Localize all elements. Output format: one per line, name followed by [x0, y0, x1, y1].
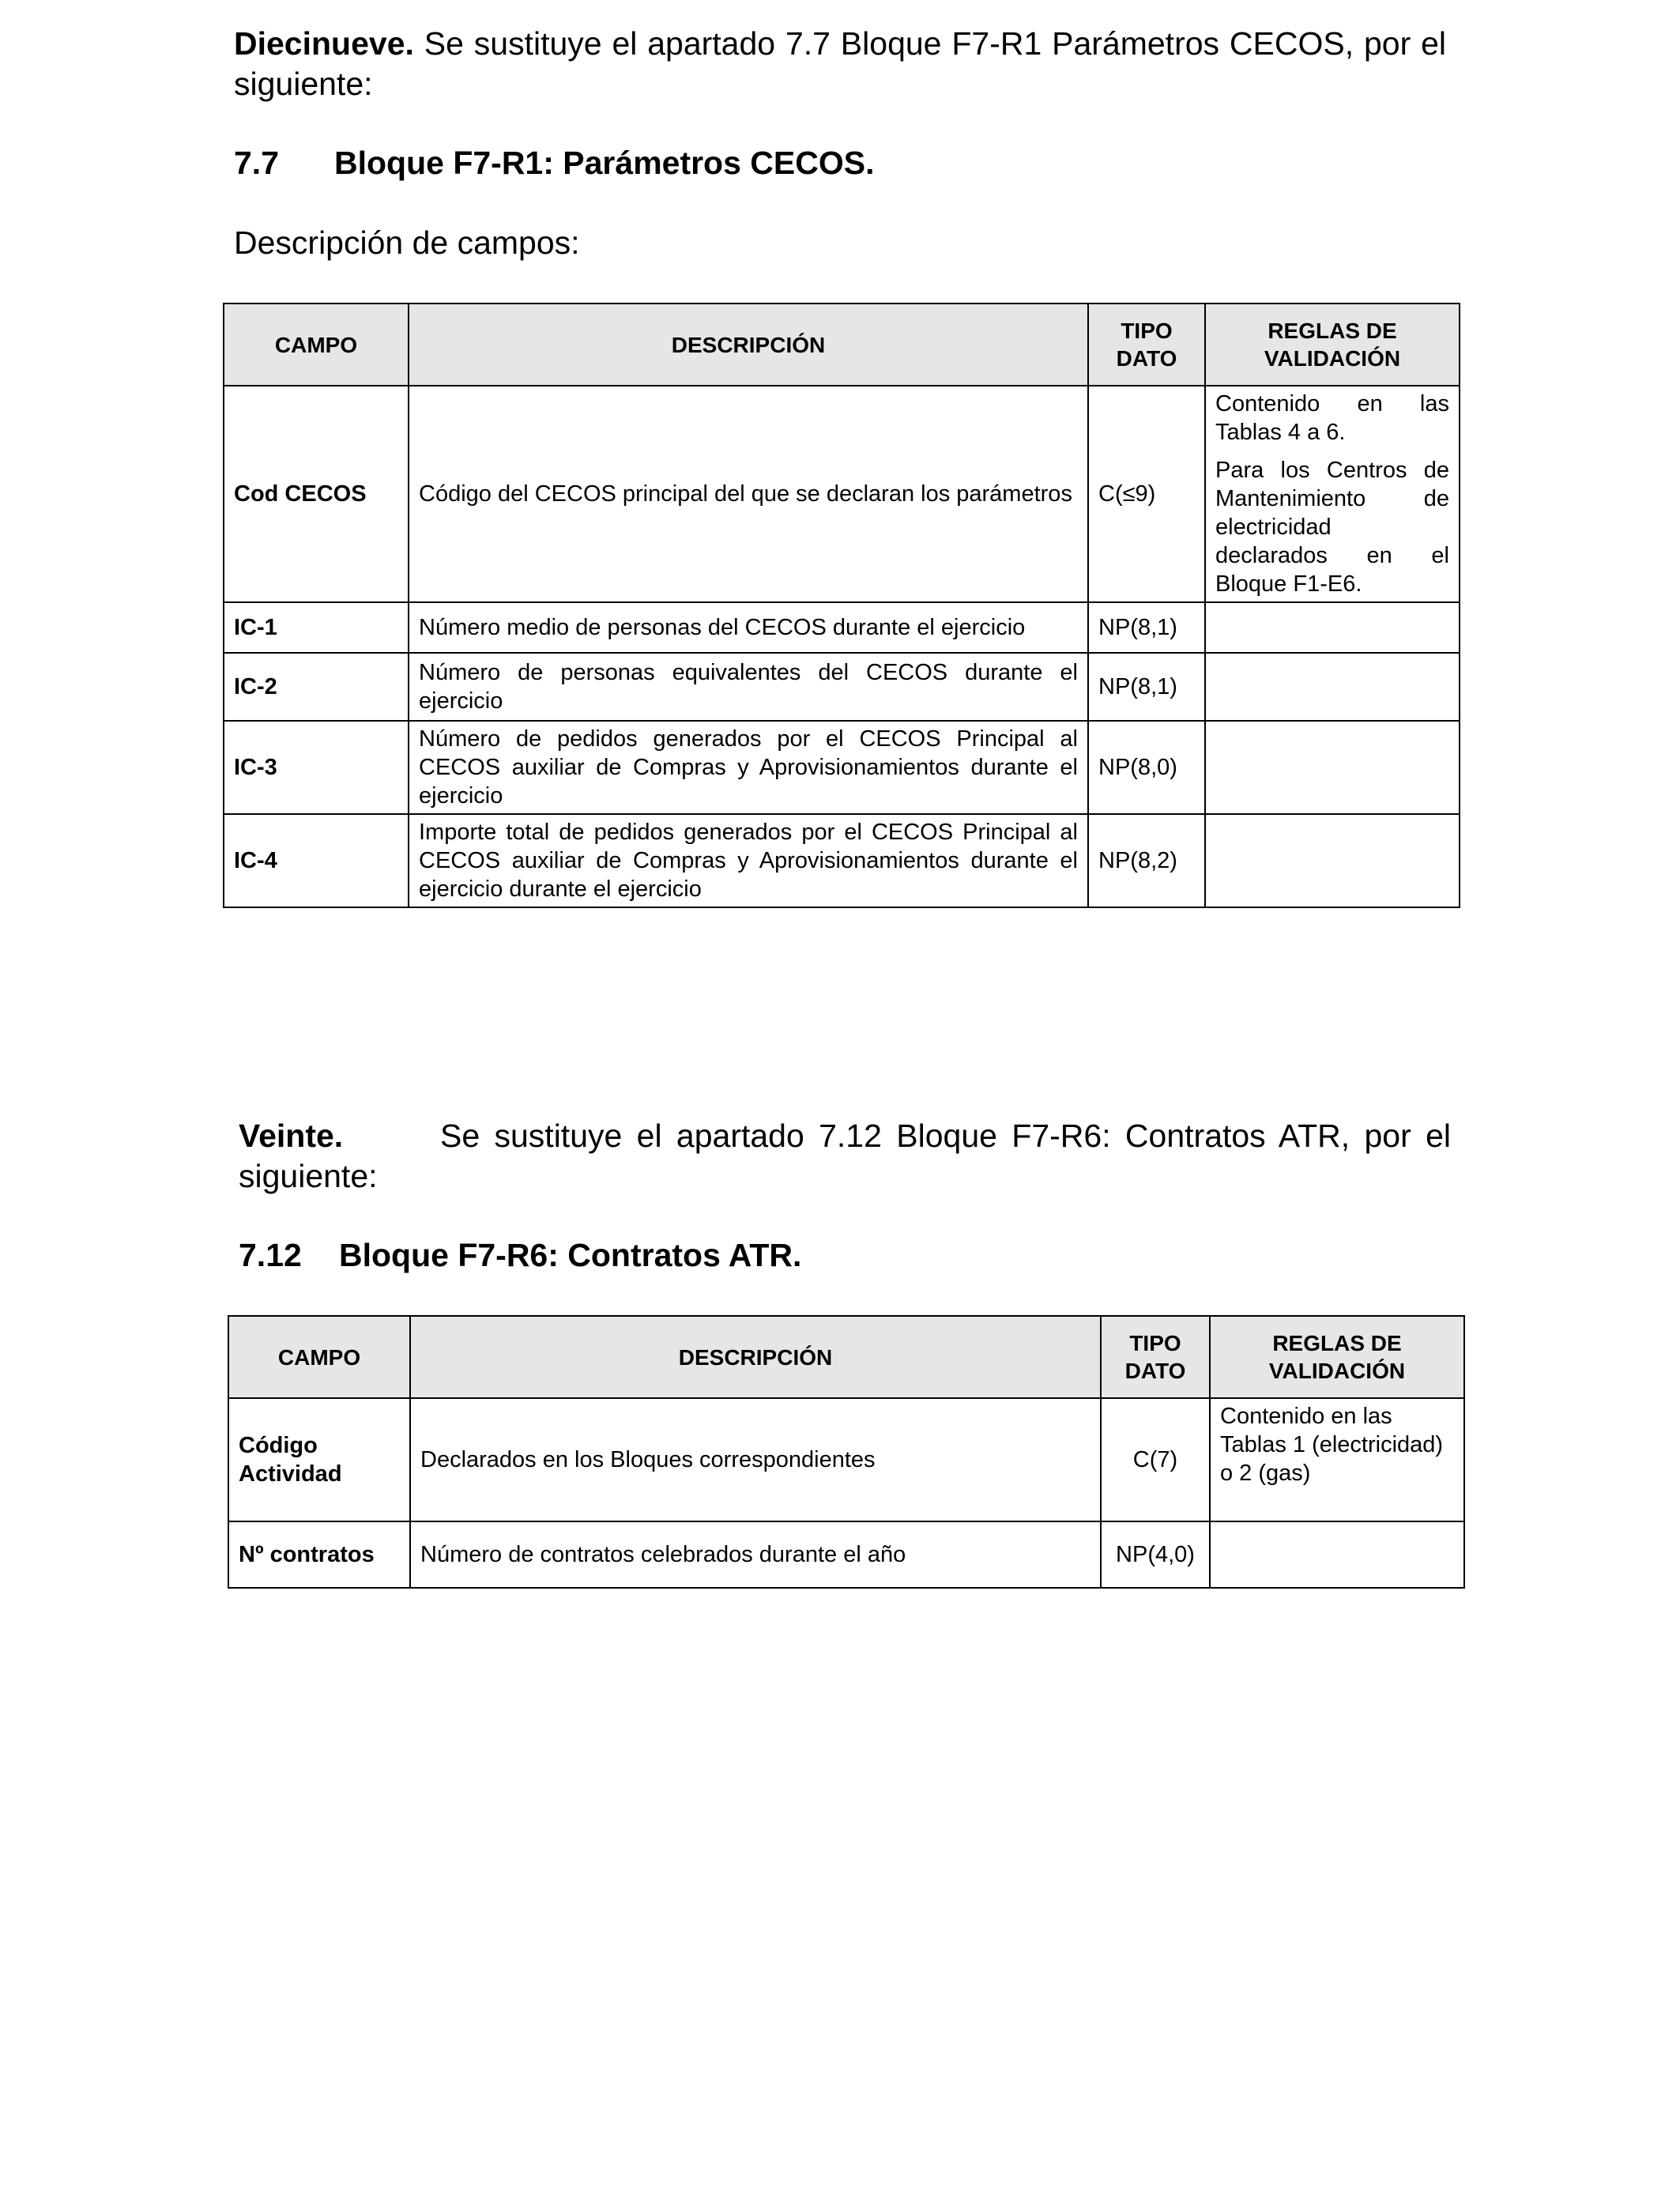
cecos-parameters-table: [223, 303, 1460, 908]
row-reglas-line: Para los Centros de Mantenimiento de electricidad declarados en el Bloque F1-E6.: [1215, 458, 1449, 597]
section2-heading-number: 7.12: [239, 1237, 302, 1273]
row-descripcion: Número medio de personas del CECOS durante el ejercicio: [409, 602, 1088, 653]
section1-subtitle: [234, 223, 580, 263]
header-tipo-line2: DATO: [1124, 1359, 1186, 1383]
row-campo: IC-4: [224, 814, 409, 907]
section2-intro-lead: Veinte.: [239, 1118, 344, 1154]
row-campo: IC-1: [224, 602, 409, 653]
section1-intro-text: Se sustituye el apartado 7.7 Bloque F7-R1 Parámetros CECOS, por el siguiente:: [234, 25, 1446, 102]
table-header-row: [228, 1316, 1464, 1398]
row-descripcion: Código del CECOS principal del que se declaran los parámetros: [409, 386, 1088, 602]
row-campo-line1: Código: [239, 1433, 318, 1458]
row-campo: IC-3: [224, 721, 409, 814]
row-reglas: [1205, 814, 1460, 907]
header-tipo-dato: [1088, 303, 1205, 386]
section1-intro-lead: Diecinueve.: [234, 25, 414, 62]
row-tipo: NP(8,1): [1088, 602, 1205, 653]
row-descripcion: Número de pedidos generados por el CECOS Principal al CECOS auxiliar de Compras y Aprovisionamientos durante el ejercicio: [409, 721, 1088, 814]
table-header-row: [224, 303, 1460, 386]
table-row: [228, 1398, 1464, 1521]
section1-subtitle-text: Descripción de campos:: [234, 224, 580, 261]
table-row: [224, 653, 1460, 721]
row-tipo: NP(8,2): [1088, 814, 1205, 907]
header-descripcion: DESCRIPCIÓN: [410, 1316, 1101, 1398]
section2-intro-text: Se sustituye el apartado 7.12 Bloque F7-R6: Contratos ATR, por el siguiente:: [239, 1118, 1451, 1194]
atr-contracts-table: [228, 1315, 1465, 1589]
row-reglas: [1205, 721, 1460, 814]
row-campo: Nº contratos: [228, 1521, 410, 1588]
header-tipo-line1: TIPO: [1129, 1331, 1181, 1355]
row-reglas: [1205, 386, 1460, 602]
section1-heading: [234, 143, 875, 183]
section2-heading: [239, 1235, 801, 1276]
row-reglas: [1210, 1521, 1464, 1588]
header-campo: CAMPO: [224, 303, 409, 386]
section2-intro-paragraph: [239, 1116, 1451, 1197]
section1-heading-title: Bloque F7-R1: Parámetros CECOS.: [334, 145, 875, 181]
header-reglas: [1210, 1316, 1464, 1398]
row-tipo: C(≤9): [1088, 386, 1205, 602]
table-row: [224, 814, 1460, 907]
row-descripcion: Importe total de pedidos generados por el CECOS Principal al CECOS auxiliar de Compras y Aprovisionamientos durante el ejercicio durante el ejercicio: [409, 814, 1088, 907]
section2-intro: [239, 1116, 1451, 1197]
row-reglas: [1205, 602, 1460, 653]
table-row: [224, 602, 1460, 653]
row-reglas: [1205, 653, 1460, 721]
row-descripcion: Número de contratos celebrados durante el año: [410, 1521, 1101, 1588]
section1-intro: [234, 24, 1446, 104]
header-reglas-line2: VALIDACIÓN: [1264, 346, 1401, 371]
header-reglas-line2: VALIDACIÓN: [1268, 1359, 1406, 1383]
table-row: [224, 721, 1460, 814]
table-row: [224, 386, 1460, 602]
header-campo: CAMPO: [228, 1316, 410, 1398]
header-reglas-line1: REGLAS DE: [1268, 319, 1397, 343]
row-tipo: NP(4,0): [1101, 1521, 1210, 1588]
row-tipo: NP(8,0): [1088, 721, 1205, 814]
row-descripcion: Declarados en los Bloques correspondientes: [410, 1398, 1101, 1521]
row-campo: IC-2: [224, 653, 409, 721]
row-descripcion: Número de personas equivalentes del CECOS durante el ejercicio: [409, 653, 1088, 721]
header-reglas: [1205, 303, 1460, 386]
header-tipo-line1: TIPO: [1121, 319, 1173, 343]
table-row: [228, 1521, 1464, 1588]
header-tipo-dato: [1101, 1316, 1210, 1398]
row-reglas-line: Contenido en las Tablas 4 a 6.: [1215, 391, 1449, 445]
section1-intro-paragraph: [234, 24, 1446, 104]
header-tipo-line2: DATO: [1116, 346, 1177, 371]
header-reglas-line1: REGLAS DE: [1272, 1331, 1402, 1355]
header-descripcion: DESCRIPCIÓN: [409, 303, 1088, 386]
section2-heading-title: Bloque F7-R6: Contratos ATR.: [339, 1237, 802, 1273]
row-campo: [228, 1398, 410, 1521]
row-reglas: Contenido en las Tablas 1 (electricidad) o 2 (gas): [1210, 1398, 1464, 1521]
row-campo: Cod CECOS: [224, 386, 409, 602]
row-campo-line2: Actividad: [239, 1461, 342, 1487]
row-tipo: C(7): [1101, 1398, 1210, 1521]
row-tipo: NP(8,1): [1088, 653, 1205, 721]
section1-heading-number: 7.7: [234, 145, 279, 181]
